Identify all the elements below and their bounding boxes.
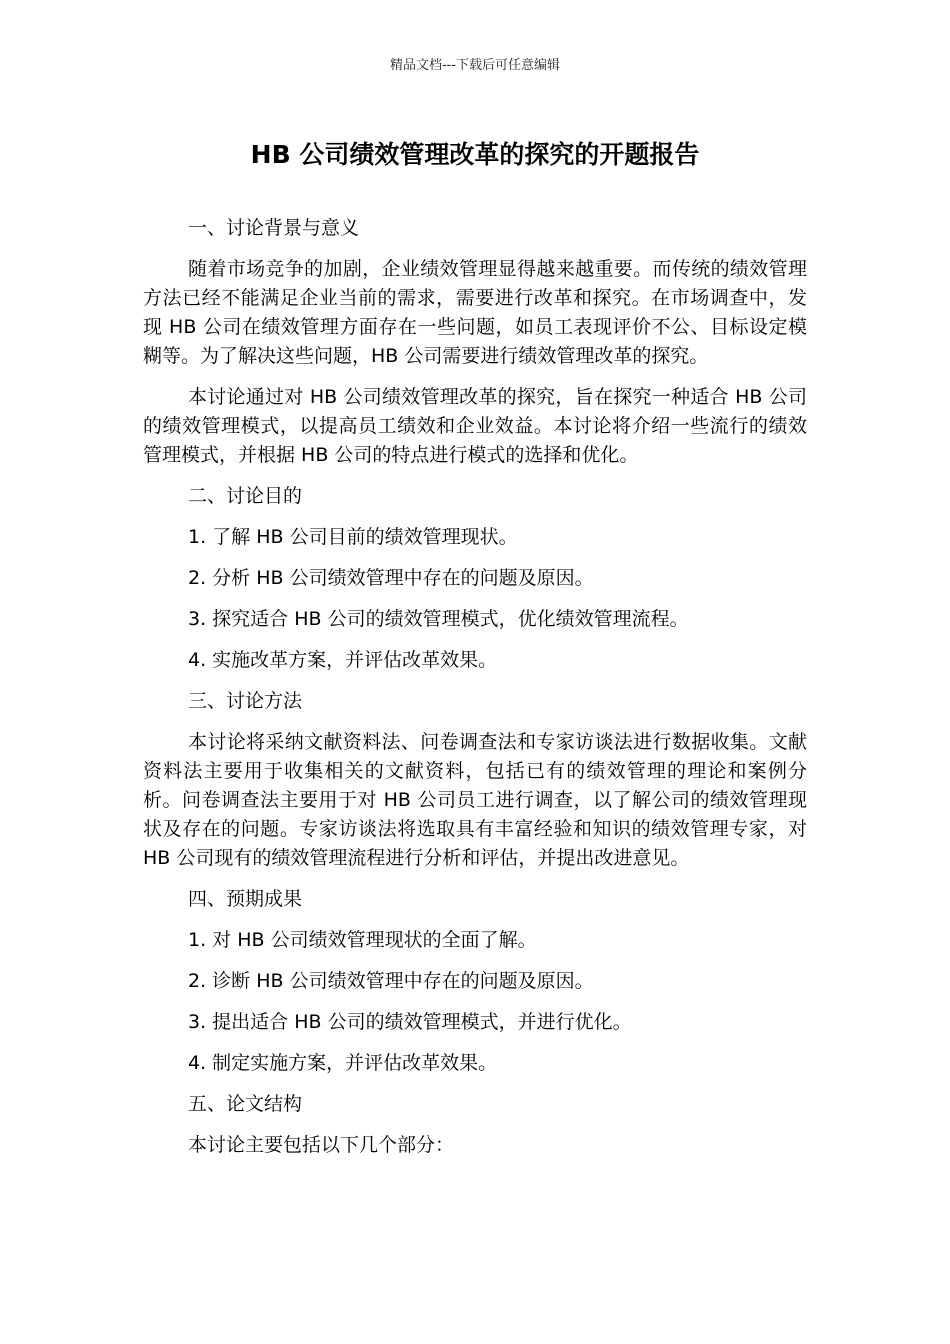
list-item-outcome-3: 3. 提出适合 HB 公司的绩效管理模式，并进行优化。 (188, 1011, 632, 1033)
list-item-outcome-1: 1. 对 HB 公司绩效管理现状的全面了解。 (188, 929, 537, 951)
list-item-purpose-1: 1. 了解 HB 公司目前的绩效管理现状。 (188, 526, 518, 548)
page-header-note: 精品文档---下载后可任意编辑 (389, 58, 561, 73)
paragraph-method: 本讨论将采纳文献资料法、问卷调查法和专家访谈法进行数据收集。文献资料法主要用于收集相关的文献资料，包括已有的绩效管理的理论和案例分析。问卷调查法主要用于对 HB 公司员工进行调查，以了解公司的绩效管理现状及存在的问题。专家访谈法将选取具有丰富经验和知识的绩效管理专家，对 HB 公司现有的绩效管理流程进行分析和评估，并提出改进意见。 (143, 731, 807, 869)
paragraph-background-1: 随着市场竞争的加剧，企业绩效管理显得越来越重要。而传统的绩效管理方法已经不能满足企业当前的需求，需要进行改革和探究。在市场调查中，发现 HB 公司在绩效管理方面存在一些问题，如员工表现评价不公、目标设定模糊等。为了解决这些问题，HB 公司需要进行绩效管理改革的探究。 (143, 258, 807, 367)
section-heading-structure: 五、论文结构 (188, 1093, 303, 1115)
section-heading-outcomes: 四、预期成果 (188, 888, 303, 910)
document-body (143, 214, 807, 1172)
document-title: HB 公司绩效管理改革的探究的开题报告 (250, 140, 700, 169)
section-heading-purpose: 二、讨论目的 (188, 485, 303, 507)
list-item-purpose-3: 3. 探究适合 HB 公司的绩效管理模式，优化绩效管理流程。 (188, 608, 689, 630)
section-heading-background: 一、讨论背景与意义 (188, 217, 360, 239)
list-item-outcome-2: 2. 诊断 HB 公司绩效管理中存在的问题及原因。 (188, 970, 594, 992)
list-item-outcome-4: 4. 制定实施方案，并评估改革效果。 (188, 1052, 498, 1074)
paragraph-background-2: 本讨论通过对 HB 公司绩效管理改革的探究，旨在探究一种适合 HB 公司的绩效管理模式，以提高员工绩效和企业效益。本讨论将介绍一些流行的绩效管理模式，并根据 HB 公司的特点进行模式的选择和优化。 (143, 386, 807, 466)
list-item-purpose-4: 4. 实施改革方案，并评估改革效果。 (188, 649, 498, 671)
paragraph-structure: 本讨论主要包括以下几个部分： (188, 1134, 455, 1156)
list-item-purpose-2: 2. 分析 HB 公司绩效管理中存在的问题及原因。 (188, 567, 594, 589)
section-heading-method: 三、讨论方法 (188, 690, 303, 712)
